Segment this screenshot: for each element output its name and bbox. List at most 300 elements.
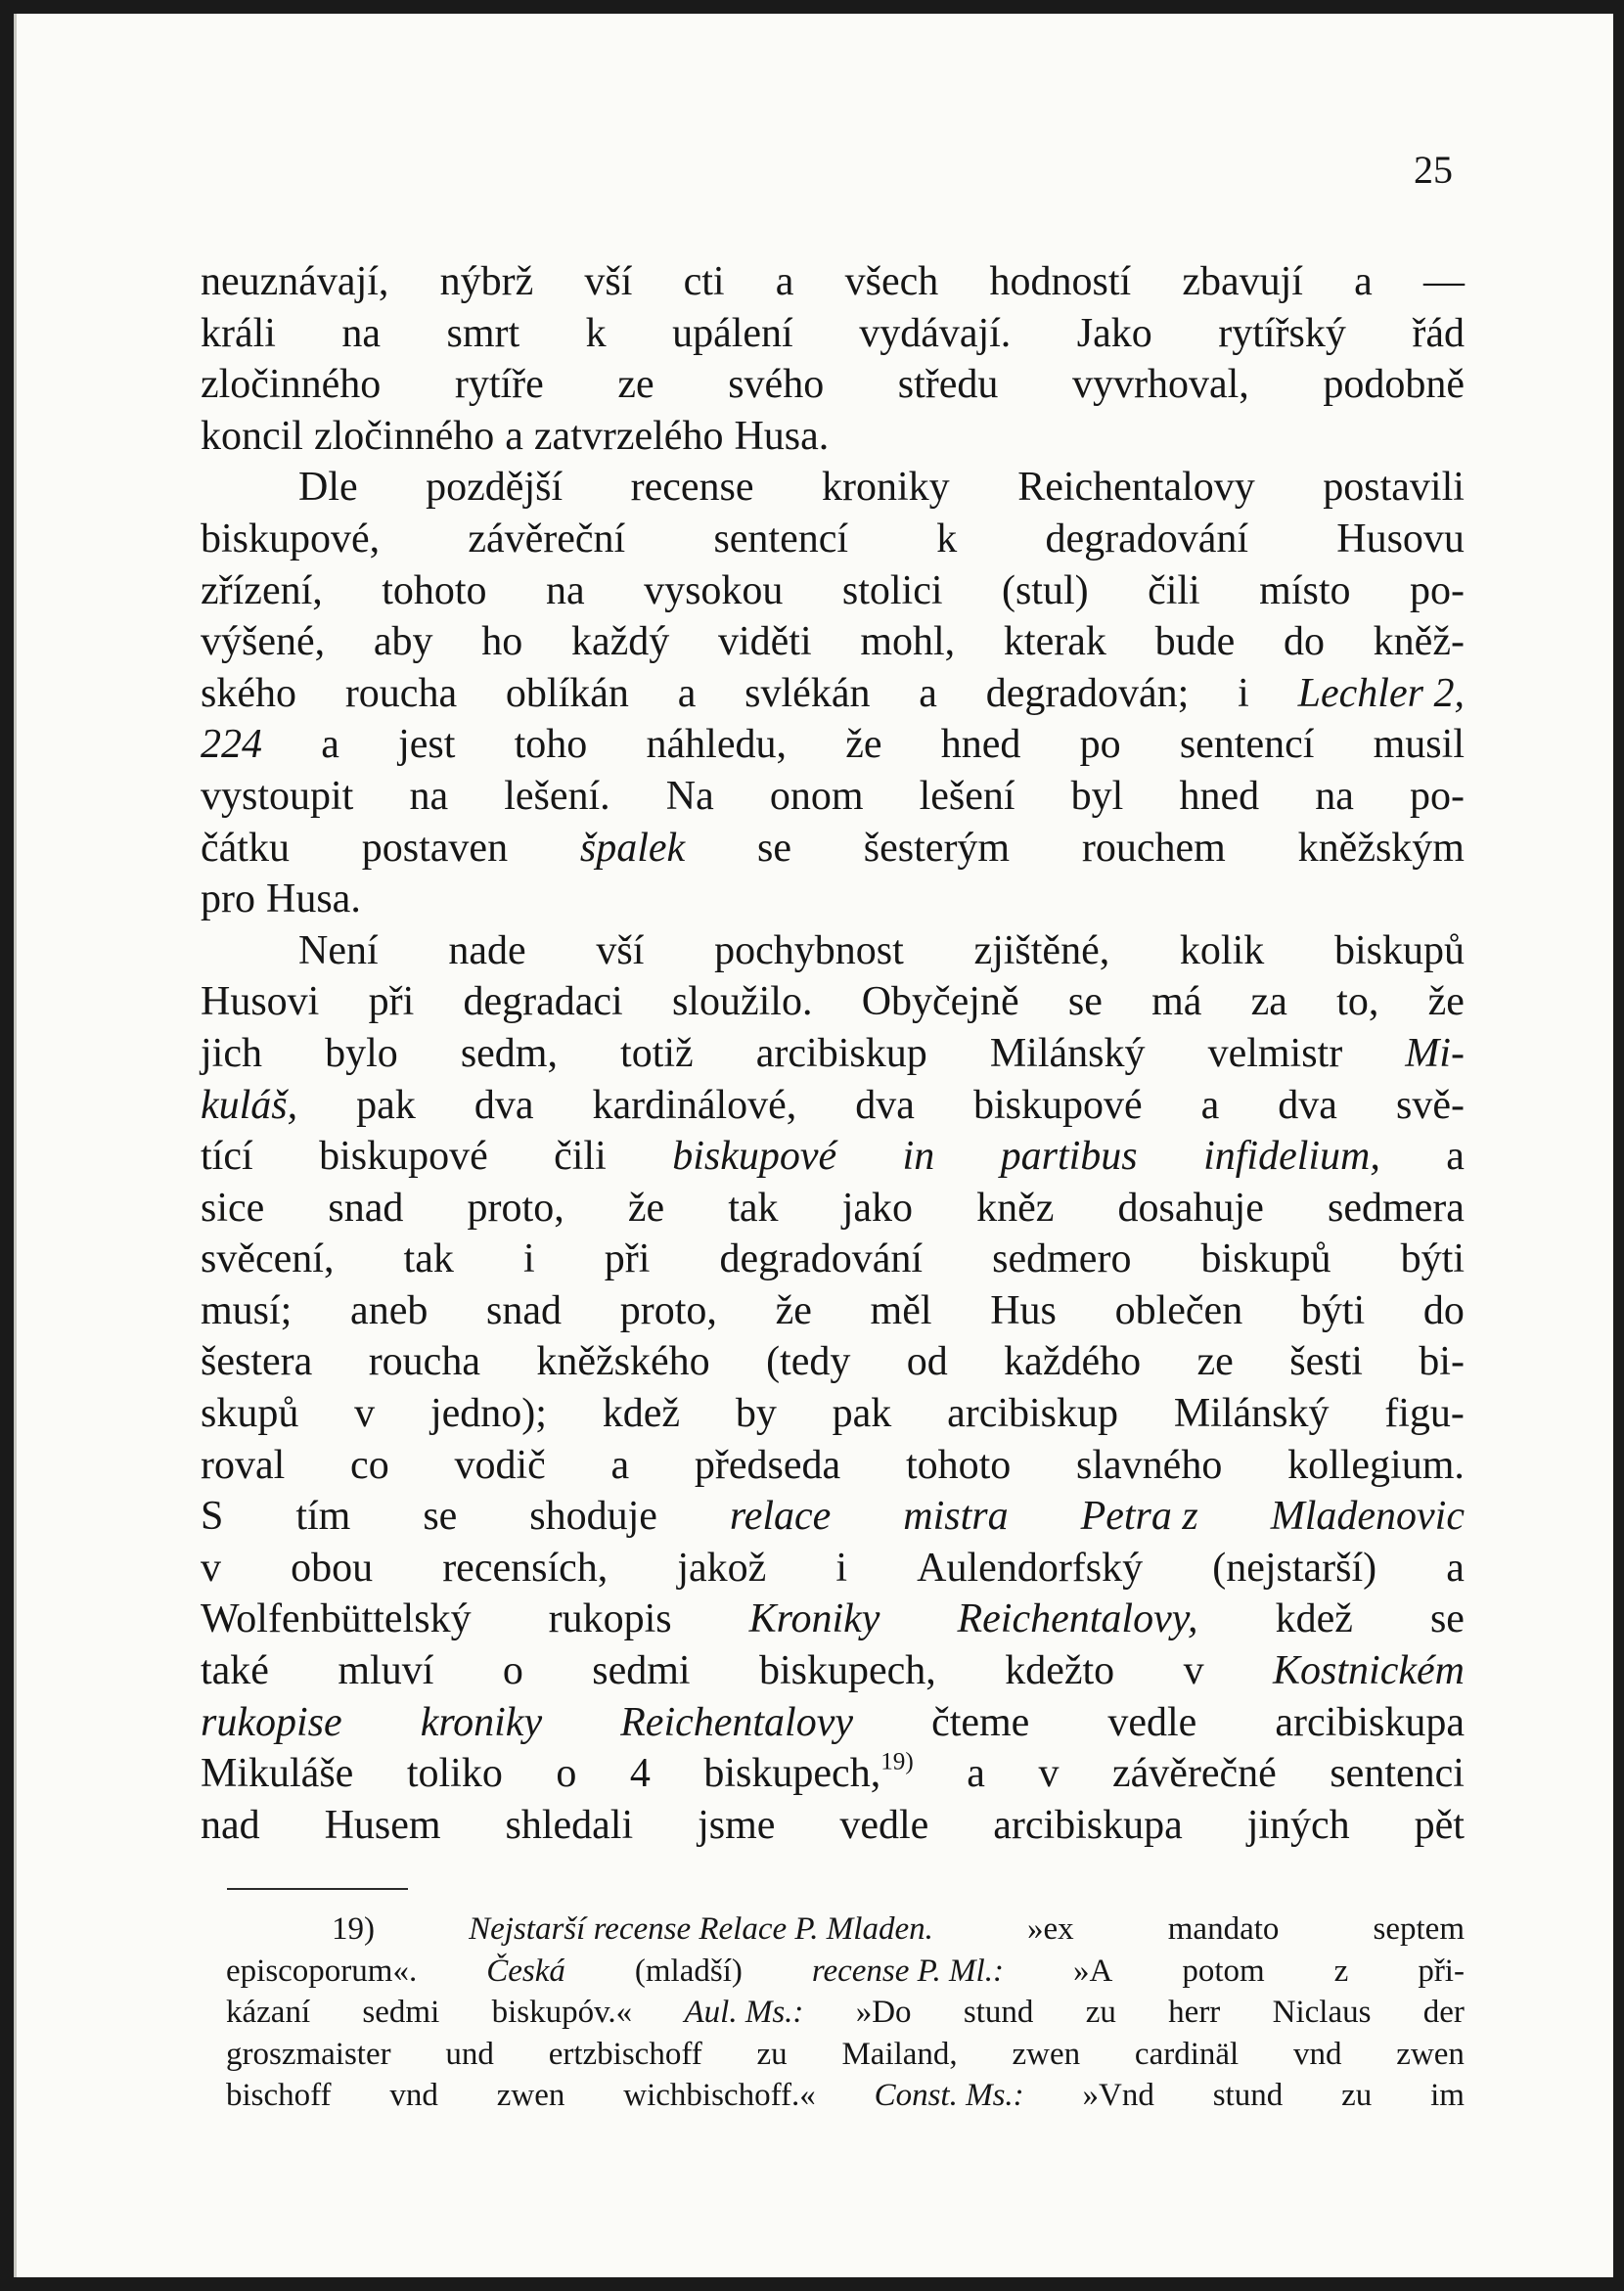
word: ze bbox=[1196, 1339, 1234, 1385]
word: cardinäl bbox=[1134, 2036, 1240, 2072]
word: při- bbox=[1418, 1953, 1465, 1989]
word: bude bbox=[1154, 619, 1236, 665]
source-title: mistra bbox=[903, 1494, 1009, 1540]
footnote-number: 19) bbox=[332, 1911, 375, 1947]
word: proto, bbox=[619, 1287, 717, 1333]
word: pak bbox=[832, 1391, 892, 1437]
word: býti bbox=[1300, 1287, 1366, 1333]
word: sice bbox=[201, 1185, 265, 1231]
word: čili bbox=[1148, 567, 1200, 613]
word: biskupech, bbox=[758, 1648, 936, 1694]
word: degradaci bbox=[463, 979, 623, 1025]
word: že bbox=[775, 1287, 812, 1333]
word: lešení bbox=[919, 773, 1015, 819]
word: a bbox=[1446, 1545, 1465, 1591]
word: při bbox=[368, 979, 415, 1025]
word: arcibiskup bbox=[947, 1391, 1119, 1437]
word: zwen bbox=[496, 2078, 565, 2114]
word: stund bbox=[963, 1995, 1034, 2031]
text-line bbox=[201, 616, 1465, 668]
latin-phrase: biskupové bbox=[672, 1134, 837, 1180]
word: zwen bbox=[1396, 2036, 1465, 2072]
word: v bbox=[1038, 1751, 1060, 1797]
text-line bbox=[201, 1028, 1465, 1080]
word: Na bbox=[665, 773, 714, 819]
word: bylo bbox=[325, 1030, 398, 1076]
word: nýbrž bbox=[439, 259, 534, 304]
word: kollegium. bbox=[1287, 1442, 1465, 1488]
word: tak bbox=[728, 1185, 779, 1231]
word: a bbox=[677, 670, 697, 716]
word: i bbox=[522, 1236, 535, 1282]
word: viděti bbox=[717, 619, 812, 665]
word: vystoupit bbox=[201, 773, 354, 819]
word: tím bbox=[295, 1494, 351, 1540]
word: vedle bbox=[1107, 1699, 1197, 1745]
word: onom bbox=[769, 773, 864, 819]
source-title: Reichentalovy, bbox=[957, 1596, 1198, 1642]
word: Niclaus bbox=[1272, 1995, 1372, 2031]
footnote-line bbox=[226, 2034, 1465, 2076]
word: z bbox=[1333, 1953, 1349, 1989]
word: Dle bbox=[298, 465, 358, 511]
word: — bbox=[1423, 259, 1465, 304]
word: tak bbox=[403, 1236, 454, 1282]
word: zwen bbox=[1012, 2036, 1081, 2072]
word: skupů bbox=[201, 1391, 299, 1437]
source-title: Aul. Ms.: bbox=[684, 1995, 804, 2031]
text-line bbox=[201, 1336, 1465, 1388]
word: kroniky bbox=[822, 465, 950, 511]
word: degradován; bbox=[985, 670, 1190, 716]
word: Milánský bbox=[989, 1030, 1146, 1076]
word: 4 bbox=[629, 1751, 651, 1797]
word: arcibiskupa bbox=[993, 1802, 1183, 1848]
word: shledali bbox=[505, 1802, 634, 1848]
text-line bbox=[201, 823, 1465, 875]
word: biskupové, bbox=[201, 516, 381, 562]
word: zločinného bbox=[201, 362, 382, 408]
word: Obyčejně bbox=[861, 979, 1019, 1025]
footnote-line bbox=[226, 1909, 1465, 1951]
word: po- bbox=[1409, 773, 1465, 819]
word: Husovi bbox=[201, 979, 320, 1025]
word: cti bbox=[683, 259, 725, 304]
word: Wolfenbüttelský bbox=[201, 1596, 472, 1642]
word: biskupů bbox=[1333, 927, 1465, 973]
word: degradování bbox=[1045, 516, 1249, 562]
word: Husa. bbox=[266, 876, 361, 922]
word: a bbox=[1354, 259, 1373, 304]
word: rouchem bbox=[1081, 825, 1226, 871]
word: shoduje bbox=[529, 1494, 657, 1540]
word: slavného bbox=[1076, 1442, 1223, 1488]
word: a bbox=[1446, 1134, 1465, 1180]
word: šesti bbox=[1289, 1339, 1363, 1385]
word: dva bbox=[1278, 1082, 1337, 1128]
word: kterak bbox=[1003, 619, 1106, 665]
word: i bbox=[1238, 670, 1249, 716]
text-line bbox=[201, 256, 1465, 308]
word: jsme bbox=[698, 1802, 776, 1848]
word: kdežto bbox=[1005, 1648, 1115, 1694]
text-line bbox=[201, 1183, 1465, 1235]
word: hned bbox=[1179, 773, 1260, 819]
text-line bbox=[201, 1131, 1465, 1183]
word: hodností bbox=[989, 259, 1132, 304]
word: groszmaister bbox=[226, 2036, 391, 2072]
text-line bbox=[201, 1543, 1465, 1595]
word: Milánský bbox=[1173, 1391, 1330, 1437]
word: a bbox=[610, 1442, 630, 1488]
word: (nejstarší) bbox=[1212, 1545, 1377, 1591]
word: aneb bbox=[350, 1287, 429, 1333]
word: o bbox=[556, 1751, 577, 1797]
word: všech bbox=[844, 259, 939, 304]
word: dosahuje bbox=[1117, 1185, 1264, 1231]
word: rukopis bbox=[548, 1596, 672, 1642]
word: musil bbox=[1373, 722, 1465, 768]
footnote-reference: 19) bbox=[880, 1748, 914, 1775]
citation-lechler: Lechler 2, bbox=[1297, 670, 1465, 716]
text-line bbox=[201, 925, 1465, 977]
word: degradování bbox=[719, 1236, 924, 1282]
word: jakož bbox=[677, 1545, 767, 1591]
footnotes bbox=[226, 1909, 1465, 2117]
word: závěrečné bbox=[1111, 1751, 1277, 1797]
word: (tedy bbox=[766, 1339, 851, 1385]
word: sedmi bbox=[362, 1995, 440, 2031]
source-title: Kostnickém bbox=[1273, 1648, 1465, 1694]
word: v bbox=[1183, 1648, 1204, 1694]
word: se bbox=[1067, 979, 1103, 1025]
source-title: recense P. Ml.: bbox=[811, 1953, 1004, 1989]
word: na bbox=[1315, 773, 1354, 819]
word: sloužilo. bbox=[671, 979, 813, 1025]
word: arcibiskupa bbox=[1275, 1699, 1465, 1745]
word: mluví bbox=[338, 1648, 434, 1694]
word: jiných bbox=[1246, 1802, 1350, 1848]
word: šestera bbox=[201, 1339, 313, 1385]
word: na bbox=[545, 567, 585, 613]
emphasis-spalek: špalek bbox=[579, 825, 686, 871]
word: episcoporum«. bbox=[226, 1953, 418, 1989]
word: totiž bbox=[620, 1030, 694, 1076]
word: podobně bbox=[1323, 362, 1465, 408]
word: Reichentalovy bbox=[1017, 465, 1255, 511]
source-title: Petra z bbox=[1080, 1494, 1198, 1540]
word: na bbox=[409, 773, 449, 819]
word: místo bbox=[1259, 567, 1351, 613]
word: od bbox=[906, 1339, 948, 1385]
word: kolik bbox=[1179, 927, 1265, 973]
word: i bbox=[835, 1545, 848, 1591]
citation-page: 224 bbox=[201, 722, 262, 768]
text-line bbox=[201, 411, 1465, 463]
word: ského bbox=[201, 670, 296, 716]
page-number: 25 bbox=[1414, 148, 1453, 192]
word: mohl, bbox=[860, 619, 956, 665]
word: pozdější bbox=[426, 465, 564, 511]
word: rytířský bbox=[1218, 310, 1346, 356]
word: po- bbox=[1409, 567, 1465, 613]
word: a bbox=[505, 413, 523, 459]
word: vodič bbox=[454, 1442, 546, 1488]
word: měl bbox=[870, 1287, 932, 1333]
word: im bbox=[1430, 2078, 1465, 2114]
text-line bbox=[201, 1645, 1465, 1697]
word: mandato bbox=[1167, 1911, 1280, 1947]
text-line bbox=[201, 1285, 1465, 1337]
word: snad bbox=[486, 1287, 563, 1333]
word: každého bbox=[1004, 1339, 1142, 1385]
word: arcibiskup bbox=[755, 1030, 927, 1076]
source-title: Reichentalovy bbox=[620, 1699, 854, 1745]
text-line bbox=[201, 1491, 1465, 1543]
word: bi- bbox=[1419, 1339, 1465, 1385]
word: dva bbox=[855, 1082, 915, 1128]
text-line bbox=[201, 1594, 1465, 1645]
text-line bbox=[201, 359, 1465, 411]
word: a bbox=[1200, 1082, 1220, 1128]
word: za bbox=[1250, 979, 1287, 1025]
word: zjištěné, bbox=[973, 927, 1110, 973]
word: biskupů bbox=[1200, 1236, 1331, 1282]
word: vedle bbox=[839, 1802, 929, 1848]
word: zu bbox=[756, 2036, 788, 2072]
word: o bbox=[502, 1648, 523, 1694]
word: do bbox=[1283, 619, 1325, 665]
word: S bbox=[201, 1494, 224, 1540]
word: vydávají. bbox=[859, 310, 1012, 356]
word: se bbox=[756, 825, 791, 871]
word: v bbox=[354, 1391, 376, 1437]
word: toliko bbox=[406, 1751, 503, 1797]
word: jest bbox=[398, 722, 456, 768]
word: a bbox=[919, 670, 937, 716]
word: svého bbox=[728, 362, 825, 408]
word: recensích, bbox=[442, 1545, 609, 1591]
word: ertzbischoff bbox=[548, 2036, 702, 2072]
word: herr bbox=[1168, 1995, 1221, 2031]
word: a bbox=[967, 1751, 985, 1797]
word: kardinálové, bbox=[592, 1082, 797, 1128]
word: kdež bbox=[1275, 1596, 1353, 1642]
word: biskupech, bbox=[703, 1751, 881, 1797]
word: a bbox=[775, 259, 794, 304]
word: nad bbox=[201, 1802, 260, 1848]
word: zu bbox=[1341, 2078, 1373, 2114]
footnote-divider bbox=[227, 1888, 408, 1890]
text-line bbox=[201, 565, 1465, 617]
word: jako bbox=[841, 1185, 913, 1231]
word: koncil bbox=[201, 413, 303, 459]
word: »Vnd bbox=[1082, 2078, 1154, 2114]
word: kněž- bbox=[1373, 619, 1465, 665]
word: roval bbox=[201, 1442, 286, 1488]
word: lešení. bbox=[504, 773, 610, 819]
word: aby bbox=[373, 619, 433, 665]
word: Hus bbox=[990, 1287, 1057, 1333]
word: také bbox=[201, 1648, 269, 1694]
word: sedm, bbox=[460, 1030, 558, 1076]
text-line bbox=[201, 308, 1465, 360]
word: sedmero bbox=[992, 1236, 1132, 1282]
word: na bbox=[341, 310, 382, 356]
text-line bbox=[201, 874, 1465, 925]
word: Není bbox=[298, 927, 379, 973]
word: by bbox=[735, 1391, 777, 1437]
word: sentenci bbox=[1330, 1751, 1465, 1797]
text-line bbox=[201, 719, 1465, 771]
word: Mikuláše bbox=[201, 1751, 354, 1797]
word: »Do bbox=[855, 1995, 912, 2031]
word: roucha bbox=[368, 1339, 480, 1385]
word: postavili bbox=[1323, 465, 1465, 511]
word: snad bbox=[328, 1185, 404, 1231]
text-line bbox=[201, 1388, 1465, 1440]
word: to, bbox=[1336, 979, 1379, 1025]
text-line bbox=[201, 668, 1465, 720]
word: roucha bbox=[344, 670, 458, 716]
word: předseda bbox=[694, 1442, 841, 1488]
word: tohoto bbox=[382, 567, 487, 613]
word: zřízení, bbox=[201, 567, 323, 613]
word: závěreční bbox=[468, 516, 626, 562]
word: proto, bbox=[467, 1185, 564, 1231]
word: vnd bbox=[389, 2078, 438, 2114]
word: oblečen bbox=[1114, 1287, 1243, 1333]
source-title: kroniky bbox=[420, 1699, 543, 1745]
text-line bbox=[201, 514, 1465, 565]
footnote-line bbox=[226, 1992, 1465, 2034]
word: stund bbox=[1212, 2078, 1284, 2114]
word: Husem bbox=[324, 1802, 441, 1848]
footnote-line bbox=[226, 1951, 1465, 1993]
word: byl bbox=[1070, 773, 1124, 819]
word: jich bbox=[201, 1030, 262, 1076]
word: vysokou bbox=[644, 567, 784, 613]
word: tící bbox=[201, 1134, 253, 1180]
text-line bbox=[201, 976, 1465, 1028]
word: po bbox=[1079, 722, 1121, 768]
footnote-line bbox=[226, 2075, 1465, 2117]
word: náhledu, bbox=[646, 722, 787, 768]
word: oblíkán bbox=[505, 670, 629, 716]
word: se bbox=[423, 1494, 458, 1540]
word: kdež bbox=[602, 1391, 681, 1437]
word: že bbox=[1427, 979, 1465, 1025]
text-line bbox=[201, 1697, 1465, 1749]
word: vnd bbox=[1293, 2036, 1342, 2072]
word: rytíře bbox=[454, 362, 544, 408]
name-mikulas-part2: kuláš, bbox=[201, 1082, 298, 1128]
word: zatvrzelého bbox=[533, 413, 724, 459]
word: sentencí bbox=[1179, 722, 1315, 768]
word: musí; bbox=[201, 1287, 293, 1333]
word: řád bbox=[1412, 310, 1465, 356]
word: pro bbox=[201, 876, 255, 922]
source-title: Česká bbox=[486, 1953, 565, 1989]
latin-phrase: infidelium, bbox=[1203, 1134, 1380, 1180]
word: býti bbox=[1400, 1236, 1465, 1282]
word: pochybnost bbox=[714, 927, 904, 973]
word: stolici bbox=[841, 567, 943, 613]
word: a bbox=[321, 722, 339, 768]
word: co bbox=[350, 1442, 389, 1488]
word: dva bbox=[474, 1082, 534, 1128]
word: ze bbox=[617, 362, 654, 408]
word: (stul) bbox=[1001, 567, 1089, 613]
word: středu bbox=[897, 362, 999, 408]
latin-phrase: in bbox=[902, 1134, 935, 1180]
word: svě- bbox=[1395, 1082, 1465, 1128]
word: obou bbox=[291, 1545, 374, 1591]
word: Aulendorfský bbox=[917, 1545, 1144, 1591]
word: kázaní bbox=[226, 1995, 311, 2031]
word: neuznávají, bbox=[201, 259, 389, 304]
word: čili bbox=[554, 1134, 607, 1180]
text-line bbox=[201, 1800, 1465, 1852]
word: recense bbox=[630, 465, 754, 511]
text-line bbox=[201, 1748, 1465, 1800]
word: sentencí bbox=[713, 516, 849, 562]
word: má bbox=[1151, 979, 1202, 1025]
latin-phrase: partibus bbox=[1000, 1134, 1138, 1180]
word: biskupové bbox=[972, 1082, 1143, 1128]
word: při bbox=[604, 1236, 651, 1282]
word: nade bbox=[448, 927, 526, 973]
word: kněžského bbox=[536, 1339, 710, 1385]
word: vší bbox=[584, 259, 633, 304]
word: kněžským bbox=[1297, 825, 1465, 871]
word: biskupové bbox=[319, 1134, 488, 1180]
word: hned bbox=[940, 722, 1021, 768]
word: und bbox=[445, 2036, 494, 2072]
word: čteme bbox=[931, 1699, 1030, 1745]
word: upálení bbox=[672, 310, 793, 356]
word: bischoff bbox=[226, 2078, 332, 2114]
source-title: Const. Ms.: bbox=[874, 2078, 1024, 2114]
word: vyvrhoval, bbox=[1071, 362, 1249, 408]
text-line bbox=[201, 1440, 1465, 1492]
word: smrt bbox=[446, 310, 520, 356]
word: zločinného bbox=[313, 413, 495, 459]
word: šesterým bbox=[863, 825, 1011, 871]
word: každý bbox=[570, 619, 670, 665]
word: figu- bbox=[1384, 1391, 1465, 1437]
word: k bbox=[936, 516, 958, 562]
word: toho bbox=[514, 722, 588, 768]
word: čátku bbox=[201, 825, 290, 871]
word: tohoto bbox=[905, 1442, 1012, 1488]
name-mikulas-part1: Mi- bbox=[1405, 1030, 1465, 1076]
word: že bbox=[627, 1185, 665, 1231]
word: svlékán bbox=[744, 670, 871, 716]
word: v bbox=[201, 1545, 221, 1591]
word: »A bbox=[1072, 1953, 1113, 1989]
word: velmistr bbox=[1207, 1030, 1343, 1076]
text-line bbox=[201, 1080, 1465, 1132]
word: kněz bbox=[976, 1185, 1055, 1231]
word: septem bbox=[1373, 1911, 1465, 1947]
word: biskupóv.« bbox=[491, 1995, 633, 2031]
text-line bbox=[201, 462, 1465, 514]
source-title: relace bbox=[729, 1494, 832, 1540]
word: (mladší) bbox=[634, 1953, 743, 1989]
word: ho bbox=[481, 619, 523, 665]
source-title: Mladenovic bbox=[1270, 1494, 1465, 1540]
